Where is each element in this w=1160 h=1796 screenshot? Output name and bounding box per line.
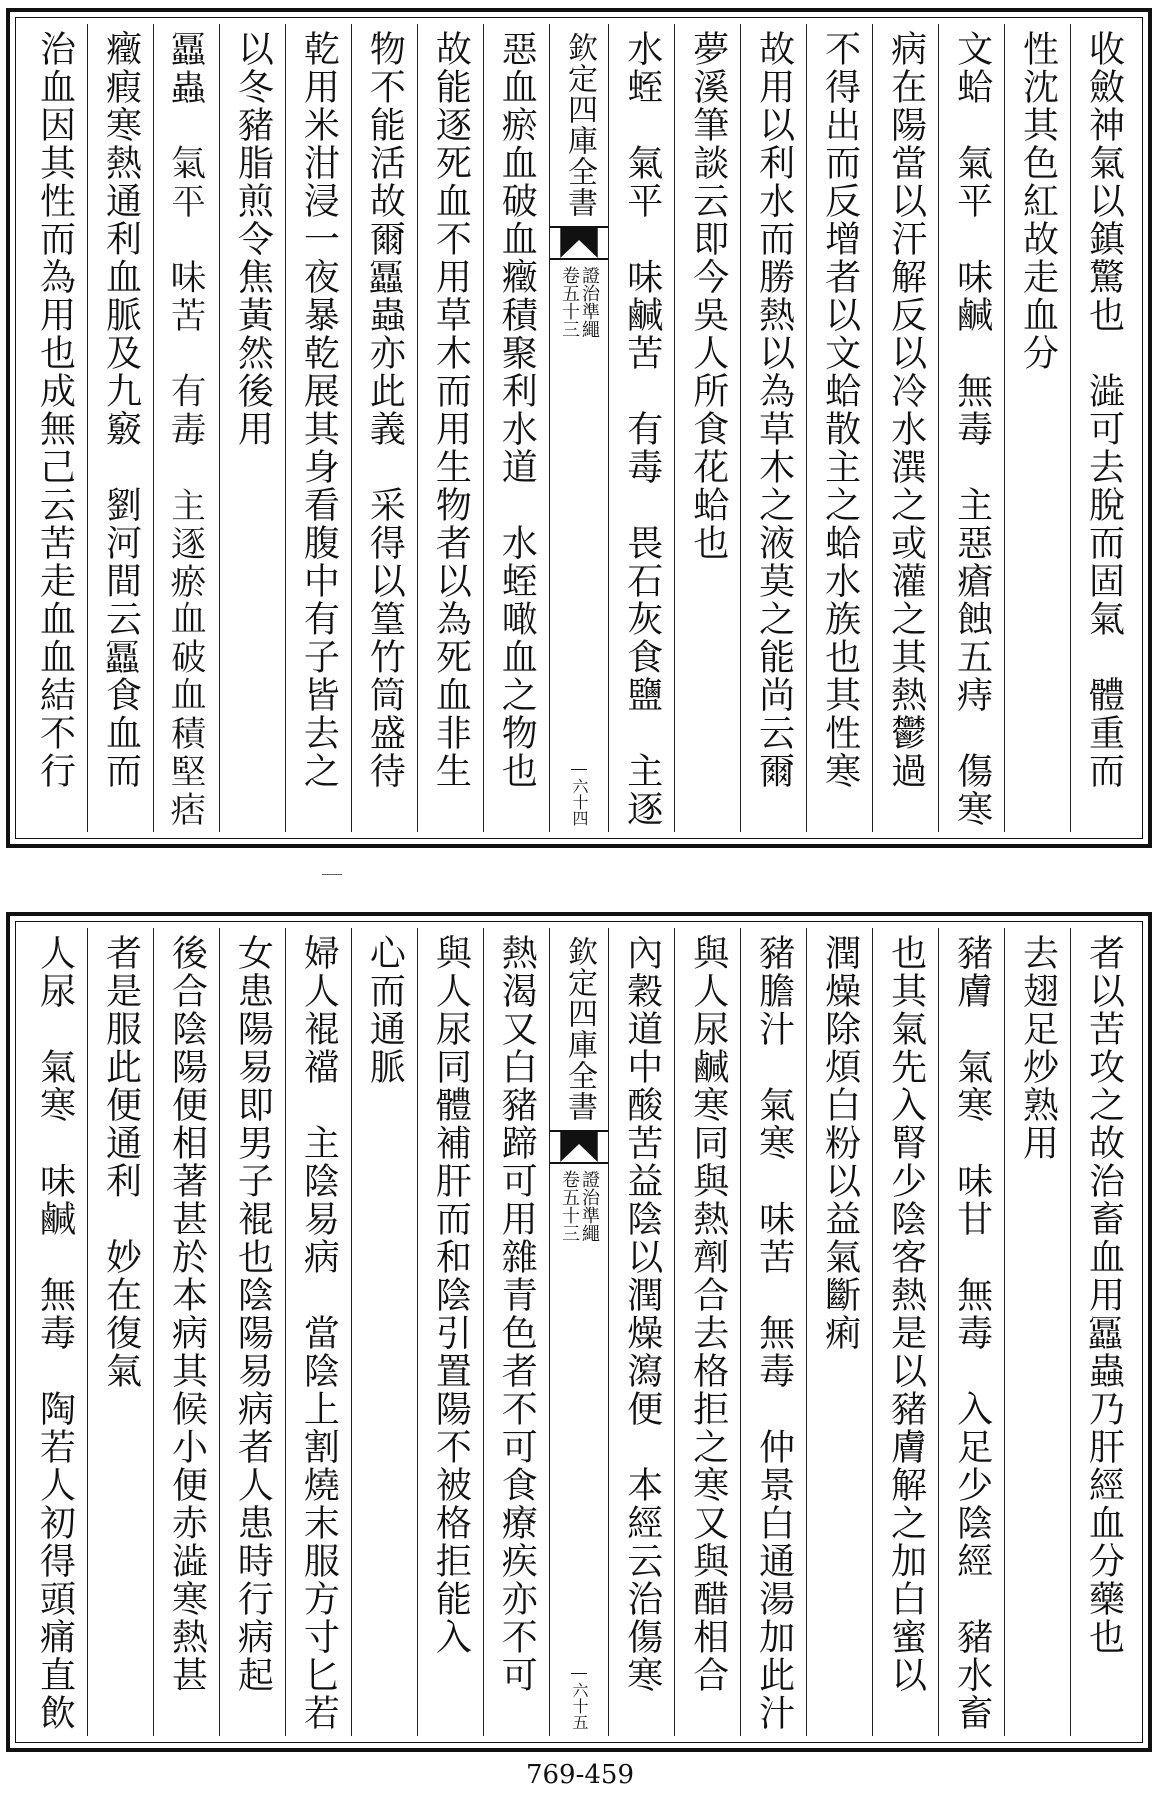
- text-column: [938, 928, 1004, 1736]
- column-text: 故能逐死血不用草木而用生物者以為死血非生: [430, 30, 472, 790]
- text-column: [1004, 24, 1070, 832]
- column-text: 故用以利水而勝熱以為草木之液莫之能尚云爾: [753, 30, 795, 790]
- column-text: 惡血瘀血破血癥積聚利水道 水蛭噉血之物也: [496, 30, 538, 790]
- text-column: [740, 928, 806, 1736]
- column-text: 以冬豬脂煎令焦黃然後用: [232, 30, 274, 448]
- column-text: 與人尿同體補肝而和陰引置陽不被格拒能入: [430, 934, 472, 1656]
- text-column: [351, 928, 417, 1736]
- separator-mark: [322, 874, 342, 875]
- text-column: [22, 24, 87, 832]
- column-text: 治血因其性而為用也成無己云苦走血血結不行: [34, 30, 76, 790]
- column-text: 收斂神氣以鎮驚也 澁可去脫而固氣 體重而: [1083, 30, 1125, 790]
- text-column: [1070, 928, 1136, 1736]
- text-column: [806, 24, 872, 832]
- text-column: [608, 24, 674, 832]
- column-text: 者以苦攻之故治畜血用𧖅蟲乃肝經血分藥也: [1083, 934, 1125, 1656]
- column-text: 後合陰陽便相著甚於本病其候小便赤澁寒熱甚: [166, 934, 208, 1694]
- column-text: 物不能活故爾𧖅蟲亦此義 采得以篁竹筒盛待: [364, 30, 406, 790]
- column-text: 豬膚 氣寒 味甘 無毒 入足少陰經 豬水畜: [951, 934, 993, 1732]
- text-column: [674, 24, 740, 832]
- text-column: [1070, 24, 1136, 832]
- column-text: 者是服此便通利 妙在復氣: [100, 934, 142, 1390]
- text-column: [219, 928, 285, 1736]
- text-column: [674, 928, 740, 1736]
- column-text: 潤燥除煩白粉以益氣斷痢: [819, 934, 861, 1352]
- column-text: 內穀道中酸苦益陰以潤燥瀉便 本經云治傷寒: [621, 934, 663, 1694]
- column-text: 熱渴又白豬蹄可用雜青色者不可食療疾亦不可: [496, 934, 538, 1694]
- text-column: [872, 928, 938, 1736]
- column-text: 文蛤 氣平 味鹹 無毒 主惡瘡蝕五痔 傷寒: [951, 30, 993, 828]
- banner-subtitle: [559, 1170, 601, 1242]
- banner-subtitle: [559, 266, 601, 338]
- text-column: [87, 24, 153, 832]
- bottom-page: [6, 912, 1152, 1752]
- column-text: 不得出而反增者以文蛤散主之蛤水族也其性寒: [819, 30, 861, 790]
- column-text: 豬膽汁 氣寒 味苦 無毒 仲景白通湯加此汁: [753, 934, 795, 1732]
- column-text: 去翅足炒熟用: [1017, 934, 1059, 1162]
- column-text: 性沈其色紅故走血分: [1017, 30, 1059, 372]
- column-text: 𧖅蟲 氣平 味苦 有毒 主逐瘀血破血積堅痞: [166, 30, 208, 828]
- text-column: [219, 24, 285, 832]
- text-column: [285, 24, 351, 832]
- text-column: [872, 24, 938, 832]
- page-code: 769-459: [525, 1760, 635, 1790]
- book-title: 證治準繩: [579, 1170, 601, 1242]
- fish-tail-mark-icon: [550, 226, 608, 260]
- text-column: [285, 928, 351, 1736]
- volume-number: 卷五十三: [559, 266, 581, 338]
- bottom-page-columns: [22, 928, 1136, 1736]
- text-column: [806, 928, 872, 1736]
- text-column: [417, 928, 483, 1736]
- book-title: 證治準繩: [579, 266, 601, 338]
- column-text: 水蛭 氣平 味鹹苦 有毒 畏石灰食鹽 主逐: [621, 30, 663, 828]
- leaf-number: 六十五: [571, 1673, 587, 1730]
- fish-tail-mark-icon: [550, 1130, 608, 1164]
- text-column: [153, 928, 219, 1736]
- text-column: [153, 24, 219, 832]
- text-column: [483, 24, 549, 832]
- column-text: 女患陽易即男子裩也陰陽易病者人患時行病起: [232, 934, 274, 1694]
- text-column: [938, 24, 1004, 832]
- leaf-number: 六十四: [571, 769, 587, 826]
- column-text: 與人尿鹹寒同與熱劑合去格拒之寒又與醋相合: [687, 934, 729, 1694]
- column-text: 夢溪筆談云即今吳人所食花蛤也: [687, 30, 729, 562]
- volume-number: 卷五十三: [559, 1170, 581, 1242]
- text-column: [417, 24, 483, 832]
- column-text: 癥瘕寒熱通利血脈及九竅 劉河間云𧖅食血而: [100, 30, 142, 790]
- page-banner: [549, 24, 608, 832]
- banner-title: 欽定四庫全書: [562, 936, 598, 1122]
- column-text: 乾用米泔浸一夜暴乾展其身看腹中有子皆去之: [298, 30, 340, 790]
- text-column: [483, 928, 549, 1736]
- page-banner: [549, 928, 608, 1736]
- column-text: 病在陽當以汗解反以冷水潠之或灌之其熱鬱過: [885, 30, 927, 790]
- text-column: [87, 928, 153, 1736]
- text-column: [351, 24, 417, 832]
- top-page-columns: [22, 24, 1136, 832]
- column-text: 心而通脈: [364, 934, 406, 1086]
- column-text: 人尿 氣寒 味鹹 無毒 陶若人初得頭痛直飲: [34, 934, 76, 1732]
- banner-title: 欽定四庫全書: [562, 32, 598, 218]
- top-page: [6, 8, 1152, 848]
- text-column: [608, 928, 674, 1736]
- text-column: [22, 928, 87, 1736]
- text-column: [740, 24, 806, 832]
- text-column: [1004, 928, 1070, 1736]
- column-text: 婦人裩襠 主陰易病 當陰上割燒末服方寸匕若: [298, 934, 340, 1732]
- column-text: 也其氣先入腎少陰客熱是以豬膚解之加白蜜以: [885, 934, 927, 1694]
